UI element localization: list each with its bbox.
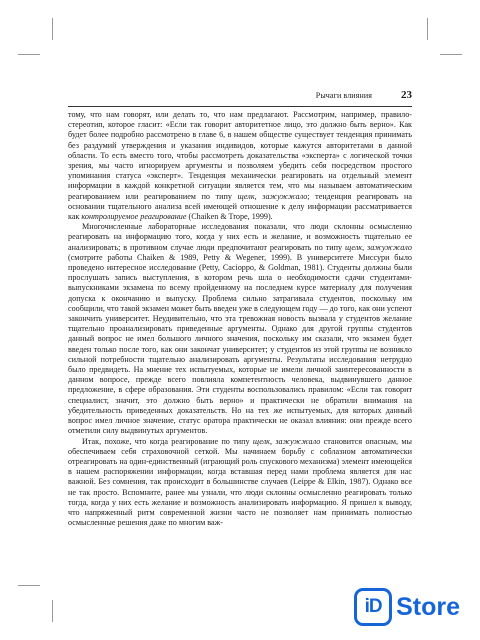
text-run: (смотрите работы Chaiken & 1989, Petty & Wegener, 1999). В университете Миссури было проведено интересное исследование (Petty, Cacioppo, & Goldman, 1981). Студенты должны были прослушать запись выступления, в котором речь шла о необходимости сдачи студентами-выпускниками экзамена по всему пройденному на последнем курсе материалу для получения допуска к окончанию и выпуску. Проблема сильно затрагивала студентов, поскольку им сообщили, что такой экзамен может быть введен уже в следующем году — до того, как они успеют закончить университет. Неудивительно, что эта тревожная новость вызвала у студентов желание тщательно проанализировать приведенные аргументы. Однако для другой группы студентов данный вопрос не имел большого личного значения, поскольку им сказали, что экзамен будет введен только после того, как они закончат университет; у студентов из этой группы не возникло сильной потребности тщательно анализировать аргументы. Результаты исследования нетрудно было предвидеть. На мнение тех испытуемых, которые не имели личной заинтересованности в данном вопросе, прежде всего повлияла компетентность человека, выдвинувшего данное предложение, в сфере образования. Эти студенты воспользовались правилом: «Если так говорит специалист, значит, это должно быть верно» и практически не обратили внимания на убедительность приведенных доказательств. Но на тех же испытуемых, для которых данный вопрос имел личное значение, статус оратора практически не оказал влияния: они прежде всего отметили силу выдвинутых аргументов. xyxy=(68,252,412,436)
text-run: ; тенденция реагировать на основании тщательного анализа всей имеющей отношение к делу информации рассматривается как xyxy=(68,191,412,222)
paragraph xyxy=(68,437,412,529)
header-rule xyxy=(68,106,412,107)
italic-run: щелк, зажужжало xyxy=(252,436,321,446)
crop-mark xyxy=(18,54,40,55)
paragraph xyxy=(68,110,412,222)
crop-mark xyxy=(440,54,462,55)
text-run: становится опасным, мы обеспечиваем себя страховочной сеткой. Мы начинаем борьбу с соблазном автоматически отреагировать на один-единственный (играющий роль спускового механизма) элемент имеющейся в нашем распоряжении информации, когда вставшая перед нами проблема является для нас важной. Без сомнения, так происходит в большинстве случаев (Leippe & Elkin, 1987). Однако все не так просто. Вспомните, ранее мы узнали, что люди склонны осмысленно реагировать только тогда, когда у них есть желание и возможность анализировать информацию. Я пришел к выводу, что напряженный ритм современной жизни часто не позволяет нам принимать полностью осмысленные решения даже по многим важ- xyxy=(68,436,412,528)
text-run: (Chaiken & Trope, 1999). xyxy=(186,212,273,222)
logo-wordmark: Store xyxy=(396,592,460,621)
idstore-logo-icon xyxy=(354,588,392,626)
paragraph xyxy=(68,222,412,436)
idstore-watermark xyxy=(354,588,460,626)
body-text xyxy=(68,110,412,528)
running-head: Рычаги влияния xyxy=(315,91,372,100)
crop-mark xyxy=(18,585,40,586)
text-run: Итак, похоже, что когда реагирование по типу xyxy=(82,436,253,446)
page-header xyxy=(68,90,412,104)
crop-mark xyxy=(427,18,428,40)
italic-run: щелк, зажужжало xyxy=(344,242,412,252)
text-run: тому, что нам говорят, или делать то, что нам предлагают. Рассмотрим, например, правило-стереотип, которое гласит: «Если так говорит авторитетное лицо, это должно быть верно». Как будет более подробно рассмотрено в главе 6, в нашем обществе существует тенденция принимать без раздумий утверждения и указания индивидов, которые кажутся авторитетами в данной области. То есть вместо того, чтобы рассмотреть доказательства «эксперта» с логической точки зрения, мы часто игнорируем аргументы и позволяем убедить себя посредством простого упоминания статуса «эксперт». Тенденция механически реагировать на отдельный элемент информации в каждой конкретной ситуации является тем, что мы называем автоматическим реагированием или реагированием по типу xyxy=(68,110,412,201)
page-number: 23 xyxy=(401,89,412,101)
italic-run: щелк, зажужжало xyxy=(237,191,308,201)
crop-mark xyxy=(52,600,53,622)
crop-mark xyxy=(52,18,53,40)
italic-run: контролируемое реагирование xyxy=(81,212,187,222)
text-run: Многочисленные лабораторные исследования показали, что люди склонны осмысленно реагировать на информацию того, когда у них есть и желание, и возможность тщательно ее анализировать; в противном случае люди предпочитают реагировать по типу xyxy=(68,222,412,252)
logo-mark: iD xyxy=(364,596,382,617)
